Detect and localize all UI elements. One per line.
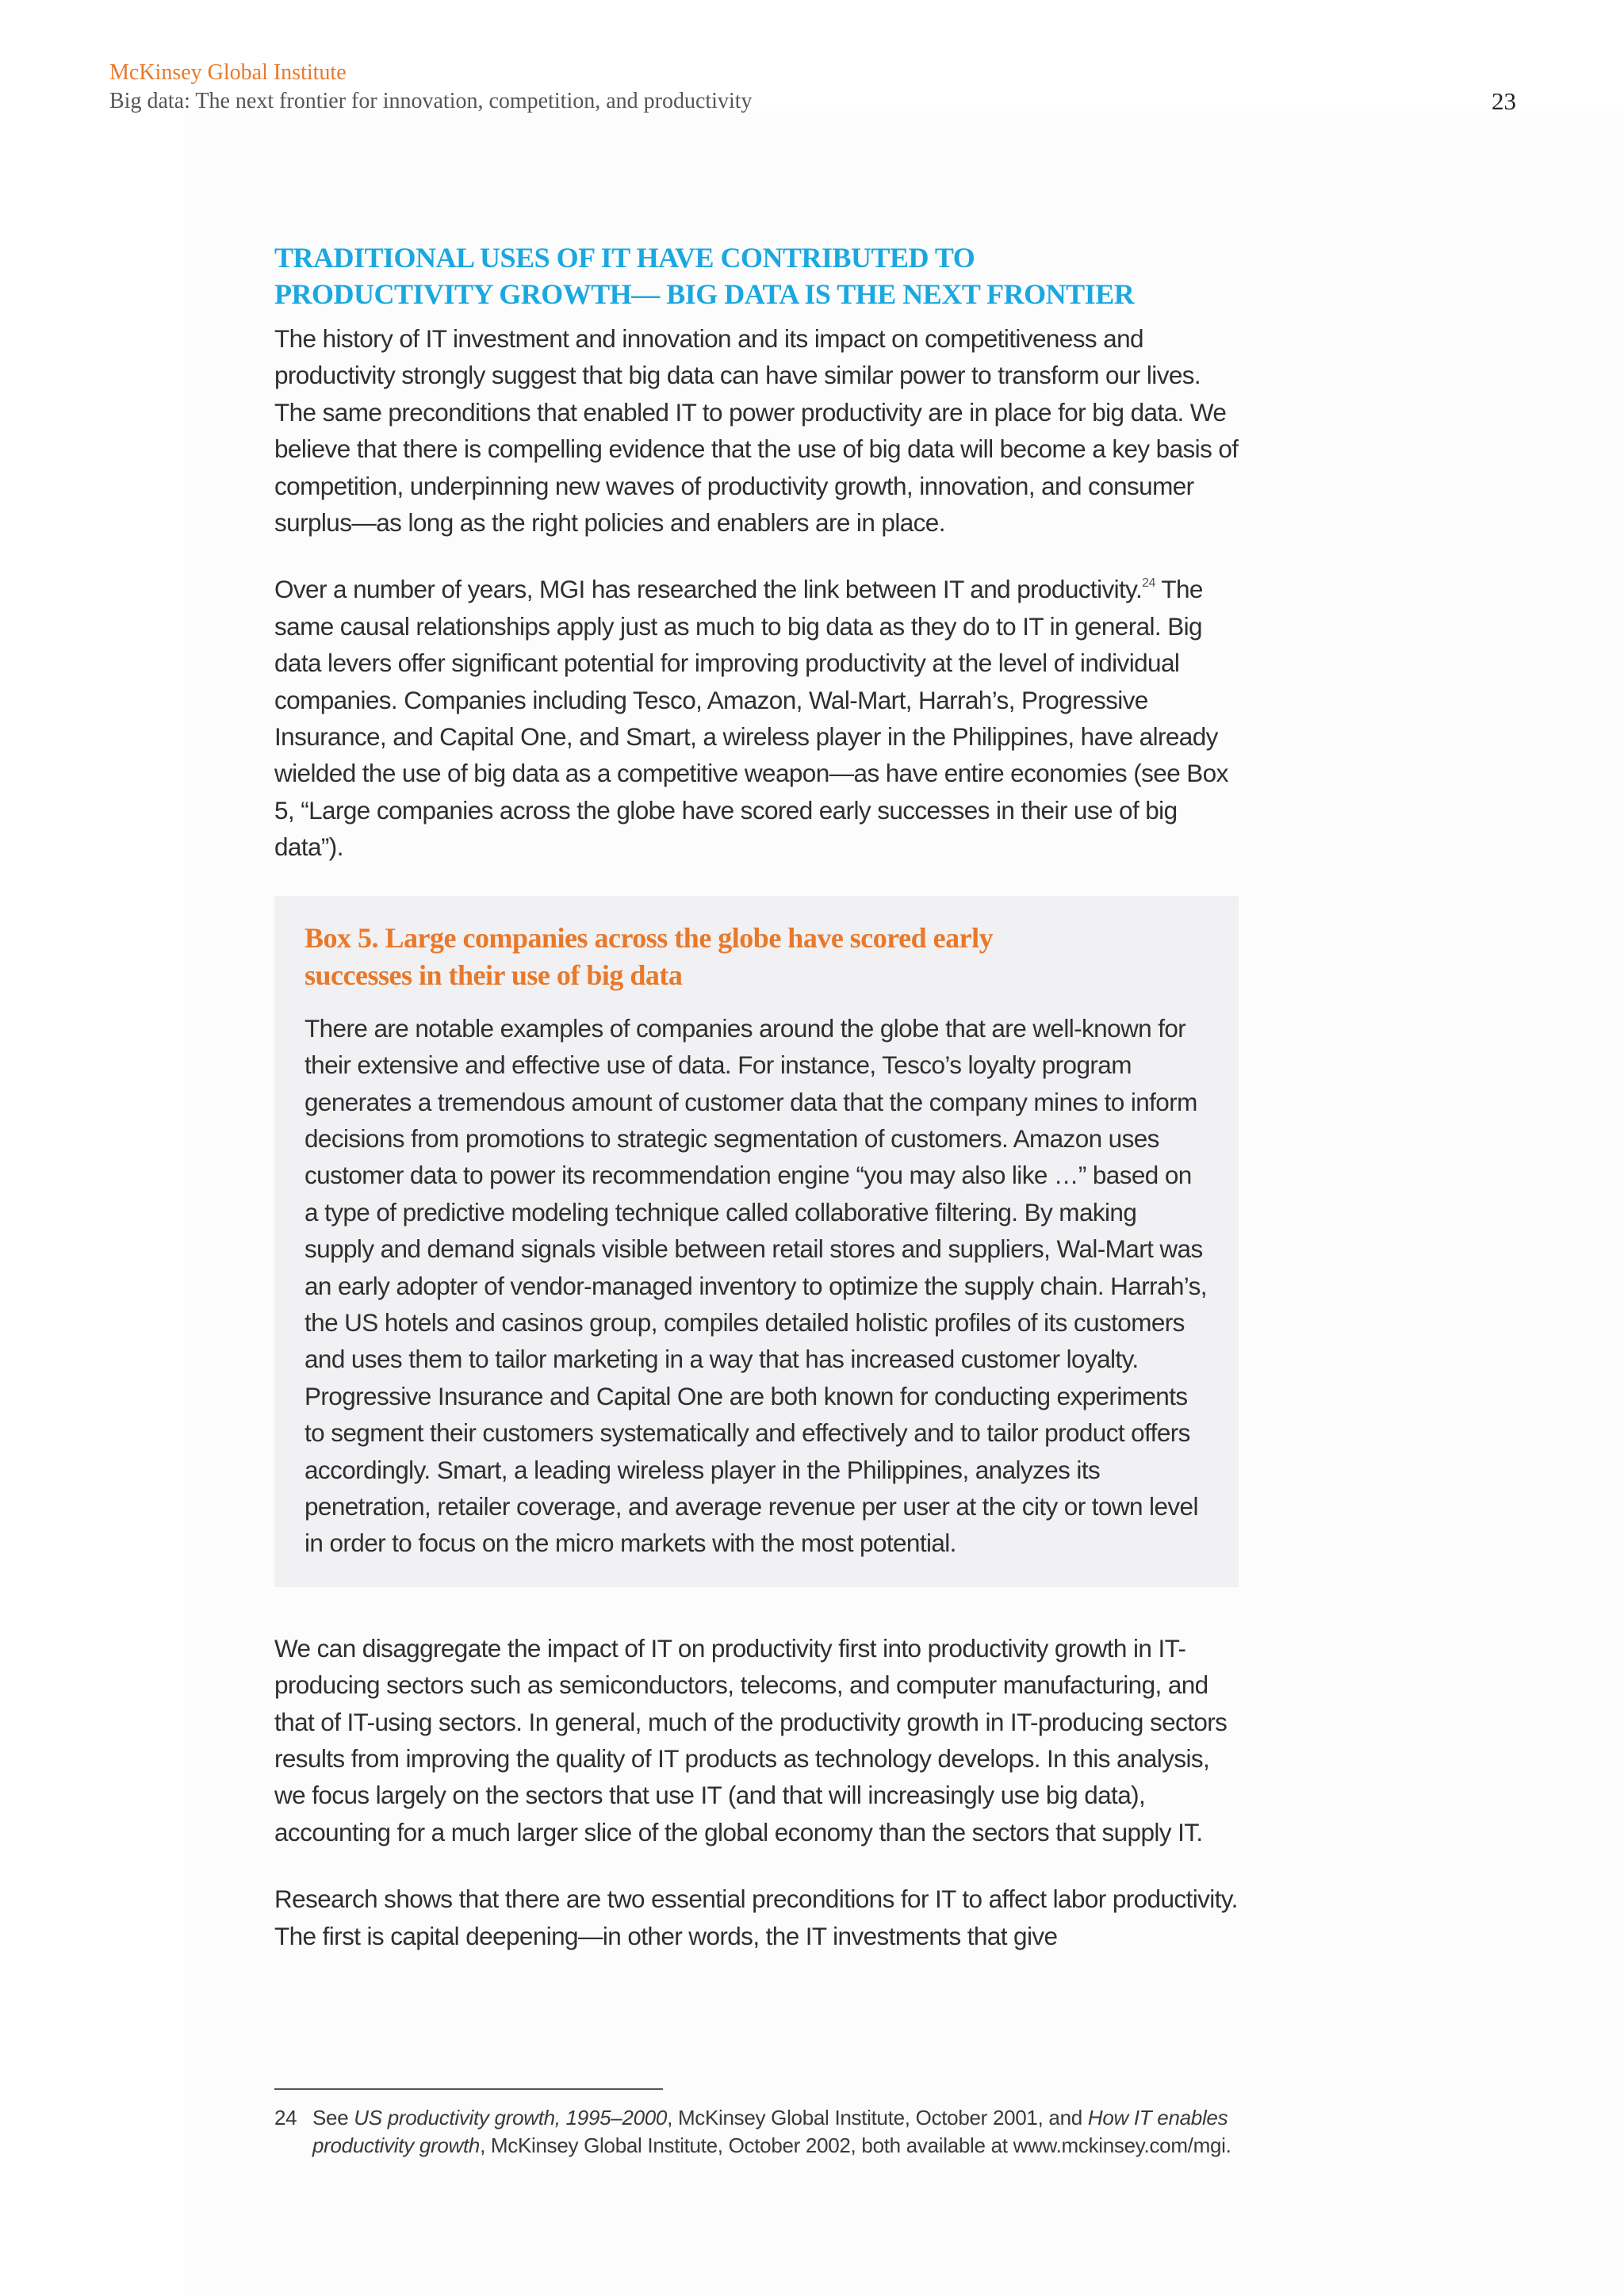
box-text: There are notable examples of companies around the globe that are well-known for their extensive and effective use of data. For instance, Tesco’s loyalty program generates a tremendous amount of customer data that the company mines to inform decisions from promotions to strategic segmentation of customers. Amazon uses customer data to power its recommendation engine “you may also like …” based on a type of predictive modeling technique called collaborative filtering. By making supply and demand signals visible between retail stores and suppliers, Wal-Mart was an early adopter of vendor-managed inventory to optimize the supply chain. Harrah’s, the US hotels and casinos group, compiles detailed holistic profiles of its customers and uses them to tailor marketing in a way that has increased customer loyalty. Progressive Insurance and Capital One are both known for conducting experiments to segment their customers systematically and effectively and to tailor product offers accordingly. Smart, a leading wireless player in the Philippines, analyzes its penetration, retailer coverage, and average revenue per user at the city or town level in order to focus on the micro markets with the most potential. bbox=[304, 1013, 1207, 1558]
box-title-line-2: successes in their use of big data bbox=[304, 959, 683, 991]
footnote-reference[interactable]: 24 bbox=[1142, 576, 1155, 591]
footnote-end: , McKinsey Global Institute, October 2002, both available at www.mckinsey.com/mgi. bbox=[480, 2133, 1231, 2157]
paragraph-4: Research shows that there are two essential preconditions for IT to affect labor productivity. The first is capital deepening—in other words, the IT investments that give bbox=[274, 1885, 1238, 1950]
footnote-title-2: How IT enables productivity growth bbox=[312, 2106, 1228, 2157]
organization-name: McKinsey Global Institute bbox=[109, 60, 347, 85]
section-heading-line-2: PRODUCTIVITY GROWTH— BIG DATA IS THE NEXT FRONTIER bbox=[274, 278, 1135, 310]
footnote-title-1: US productivity growth, 1995–2000 bbox=[354, 2106, 668, 2130]
footnote-divider bbox=[274, 2088, 663, 2090]
box-title-line-1: Box 5. Large companies across the globe have scored early bbox=[304, 921, 994, 954]
report-title: Big data: The next frontier for innovation, competition, and productivity bbox=[109, 89, 753, 113]
footnote-24 bbox=[274, 2104, 1250, 2160]
paragraph-2 bbox=[274, 571, 1239, 865]
page-number: 23 bbox=[1492, 87, 1516, 115]
section-heading bbox=[274, 239, 1239, 312]
paragraph-3: We can disaggregate the impact of IT on productivity first into productivity growth in IT-producing sectors such as semiconductors, telecoms, and computer manufacturing, and that of IT-using sectors. In general, much of the productivity growth in IT-producing sectors results from improving the quality of IT products as technology develops. In this analysis, we focus largely on the sectors that use IT (and that will increasingly use big data), accounting for a much larger slice of the global economy than the sectors that supply IT. bbox=[274, 1633, 1228, 1846]
main-content bbox=[274, 239, 1239, 1984]
footnote-number: 24 bbox=[274, 2106, 297, 2130]
section-heading-line-1: TRADITIONAL USES OF IT HAVE CONTRIBUTED TO bbox=[274, 242, 975, 274]
box-5 bbox=[274, 896, 1239, 1587]
footnote-text: See US productivity growth, 1995–2000, McKinsey Global Institute, October 2001, and How IT enables productivity growth, McKinsey Global Institute, October 2002, both available at www.mckinsey.com/mgi. bbox=[312, 2106, 1231, 2157]
paragraph-1: The history of IT investment and innovation and its impact on competitiveness and productivity strongly suggest that big data can have similar power to transform our lives. The same preconditions that enabled IT to power productivity are in place for big data. We believe that there is compelling evidence that the use of big data will become a key basis of competition, underpinning new waves of productivity growth, innovation, and consumer surplus—as long as the right policies and enablers are in place. bbox=[274, 324, 1239, 538]
running-header bbox=[109, 59, 1521, 116]
box-title bbox=[304, 920, 1207, 994]
paragraph-2-rest: The same causal relationships apply just as much to big data as they do to IT in general. Big data levers offer significant potential for improving productivity at the level of individual companies. Companies including Tesco, Amazon, Wal-Mart, Harrah’s, Progressive Insurance, and Capital One, and Smart, a wireless player in the Philippines, have already wielded the use of big data as a competitive weapon—as have entire economies (see Box 5, “Large companies across the globe have scored early successes in their use of big data”). bbox=[274, 575, 1228, 862]
paragraph-2-start: Over a number of years, MGI has researched the link between IT and productivity. bbox=[274, 575, 1143, 604]
